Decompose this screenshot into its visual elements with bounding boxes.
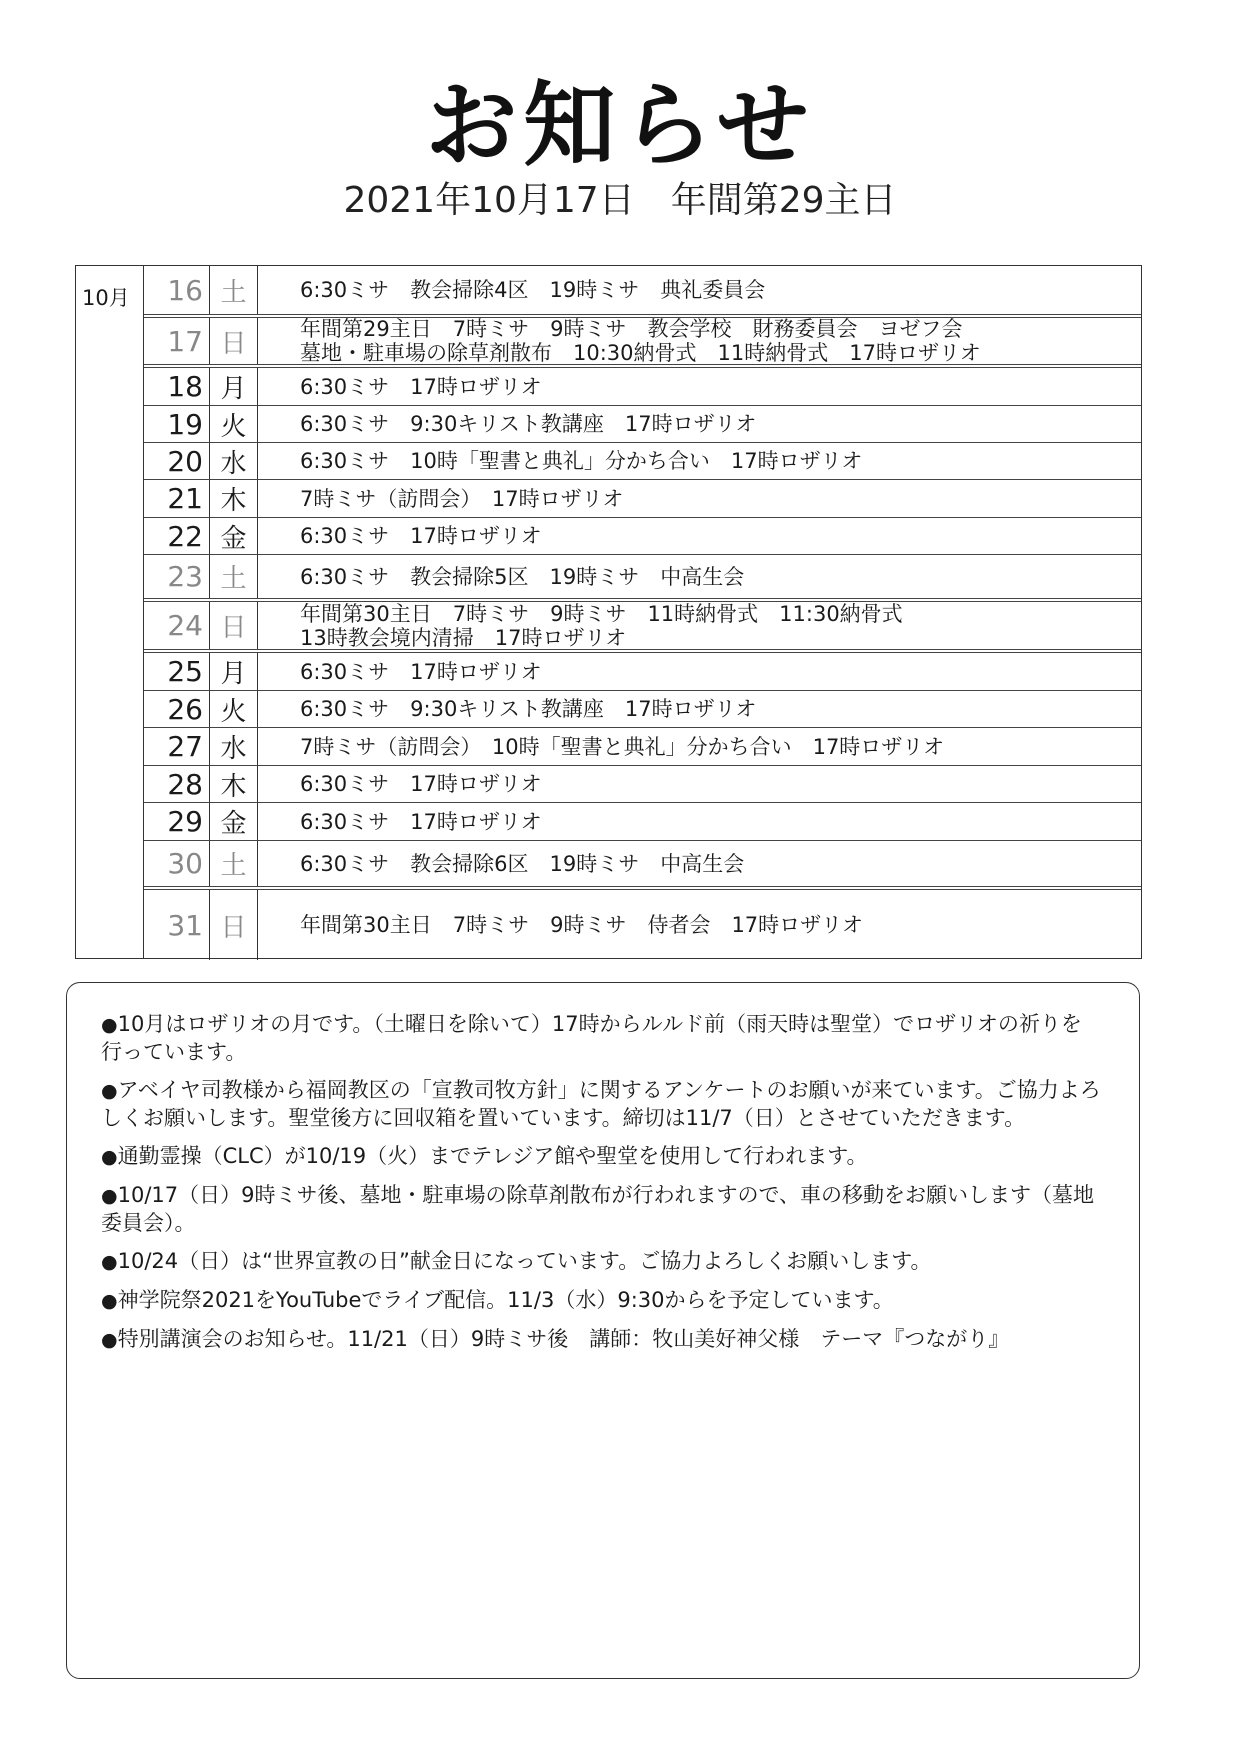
day-number: 21 <box>144 480 210 517</box>
event-line: 6:30ミサ 17時ロザリオ <box>300 374 542 399</box>
event-line: 6:30ミサ 17時ロザリオ <box>300 524 542 548</box>
notice-text: 神学院祭2021をYouTubeでライブ配信。11/3（水）9:30からを予定しています。 <box>117 1288 894 1312</box>
day-number: 22 <box>144 518 210 554</box>
weekday: 土 <box>210 841 258 886</box>
notice-text: 10/17（日）9時ミサ後、墓地・駐車場の除草剤散布が行われますので、車の移動をお願いします（墓地委員会）。 <box>101 1183 1095 1235</box>
event-line: 7時ミサ（訪問会） 17時ロザリオ <box>300 486 624 511</box>
page-subtitle: 2021年10月17日 年間第29主日 <box>343 180 897 221</box>
schedule-row <box>144 841 1141 890</box>
event-line: 年間第29主日 7時ミサ 9時ミサ 教会学校 財務委員会 ヨゼフ会 <box>300 317 963 341</box>
events-cell <box>258 555 1141 598</box>
weekday: 木 <box>210 480 258 517</box>
day-number: 17 <box>144 318 210 364</box>
day-number: 23 <box>144 555 210 598</box>
schedule-row <box>144 803 1141 841</box>
events-cell <box>258 841 1141 886</box>
schedule-row <box>144 602 1141 653</box>
notice-item <box>101 1248 1101 1276</box>
bullet-icon: ● <box>101 1329 118 1351</box>
events-cell <box>258 266 1141 314</box>
notice-item <box>101 1287 1101 1315</box>
day-number: 28 <box>144 766 210 802</box>
schedule-row <box>144 443 1141 480</box>
bullet-icon: ● <box>101 1185 118 1207</box>
events-cell <box>258 728 1141 765</box>
day-number: 30 <box>144 841 210 886</box>
weekday: 月 <box>210 368 258 405</box>
bullet-icon: ● <box>101 1251 118 1273</box>
bullet-icon: ● <box>101 1014 118 1036</box>
bullet-icon: ● <box>101 1290 118 1312</box>
events-cell <box>258 890 1141 960</box>
notice-text: アベイヤ司教様から福岡教区の「宣教司牧方針」に関するアンケートのお願いが来ています。ご協力よろしくお願いします。聖堂後方に回収箱を置いています。締切は11/7（日）とさせていただきます。 <box>101 1078 1101 1130</box>
schedule-row <box>144 318 1141 368</box>
month-column <box>76 266 144 958</box>
event-line: 年間第30主日 7時ミサ 9時ミサ 11時納骨式 11:30納骨式 <box>300 601 903 626</box>
bullet-icon: ● <box>101 1146 118 1168</box>
notice-text: 特別講演会のお知らせ。11/21（日）9時ミサ後 講師：牧山美好神父様 テーマ『つながり』 <box>117 1327 1010 1351</box>
weekday: 水 <box>210 728 258 765</box>
weekday: 日 <box>210 318 258 364</box>
event-line: 6:30ミサ 17時ロザリオ <box>300 809 542 834</box>
weekday: 日 <box>210 602 258 649</box>
month-label: 10月 <box>82 286 130 310</box>
schedule-row <box>144 691 1141 728</box>
weekday: 月 <box>210 653 258 690</box>
events-cell <box>258 480 1141 517</box>
notice-item <box>101 1143 1101 1171</box>
weekday: 土 <box>210 266 258 314</box>
event-line: 6:30ミサ 教会掃除5区 19時ミサ 中高生会 <box>300 564 745 589</box>
events-cell <box>258 653 1141 690</box>
event-line: 墓地・駐車場の除草剤散布 10:30納骨式 11時納骨式 17時ロザリオ <box>300 341 981 365</box>
day-number: 20 <box>144 443 210 479</box>
events-cell <box>258 406 1141 442</box>
day-number: 25 <box>144 653 210 690</box>
events-cell <box>258 691 1141 727</box>
schedule-row <box>144 555 1141 602</box>
schedule-row <box>144 266 1141 318</box>
events-cell <box>258 518 1141 554</box>
schedule-row <box>144 518 1141 555</box>
event-line: 7時ミサ（訪問会） 10時「聖書と典礼」分かち合い 17時ロザリオ <box>300 734 945 759</box>
notice-text: 10/24（日）は“世界宣教の日”献金日になっています。ご協力よろしくお願いします。 <box>117 1249 932 1273</box>
schedule-row <box>144 653 1141 691</box>
day-number: 18 <box>144 368 210 405</box>
notice-item <box>101 1011 1101 1066</box>
schedule-row <box>144 728 1141 766</box>
schedule-row <box>144 480 1141 518</box>
weekday: 土 <box>210 555 258 598</box>
bullet-icon: ● <box>101 1080 118 1102</box>
day-number: 29 <box>144 803 210 840</box>
events-cell <box>258 803 1141 840</box>
schedule-row <box>144 368 1141 406</box>
event-line: 年間第30主日 7時ミサ 9時ミサ 侍者会 17時ロザリオ <box>300 913 863 937</box>
events-cell <box>258 318 1141 364</box>
events-cell <box>258 443 1141 479</box>
schedule-row <box>144 406 1141 443</box>
weekday: 木 <box>210 766 258 802</box>
page-title: お知らせ <box>425 72 815 179</box>
events-cell <box>258 766 1141 802</box>
weekday: 水 <box>210 443 258 479</box>
events-cell <box>258 368 1141 405</box>
event-line: 6:30ミサ 9:30キリスト教講座 17時ロザリオ <box>300 412 757 436</box>
event-line: 6:30ミサ 17時ロザリオ <box>300 772 542 796</box>
weekday: 日 <box>210 890 258 960</box>
event-line: 6:30ミサ 教会掃除6区 19時ミサ 中高生会 <box>300 851 745 876</box>
day-number: 26 <box>144 691 210 727</box>
notice-list <box>101 1011 1101 1365</box>
day-number: 16 <box>144 266 210 314</box>
day-number: 27 <box>144 728 210 765</box>
weekday: 金 <box>210 518 258 554</box>
schedule-row <box>144 890 1141 960</box>
notice-text: 通勤霊操（CLC）が10/19（火）までテレジア館や聖堂を使用して行われます。 <box>117 1144 868 1168</box>
event-line: 6:30ミサ 9:30キリスト教講座 17時ロザリオ <box>300 697 757 721</box>
day-number: 31 <box>144 890 210 960</box>
schedule-table <box>75 265 1142 959</box>
notice-item <box>101 1182 1101 1237</box>
notice-item <box>101 1077 1101 1132</box>
schedule-row <box>144 766 1141 803</box>
event-line: 6:30ミサ 教会掃除4区 19時ミサ 典礼委員会 <box>300 278 766 302</box>
event-line: 13時教会境内清掃 17時ロザリオ <box>300 625 627 650</box>
events-cell <box>258 602 1141 649</box>
notice-text: 10月はロザリオの月です。（土曜日を除いて）17時からルルド前（雨天時は聖堂）でロザリオの祈りを行っています。 <box>101 1012 1082 1064</box>
event-line: 6:30ミサ 17時ロザリオ <box>300 659 542 684</box>
event-line: 6:30ミサ 10時「聖書と典礼」分かち合い 17時ロザリオ <box>300 449 863 473</box>
notice-item <box>101 1326 1101 1354</box>
day-number: 24 <box>144 602 210 649</box>
day-number: 19 <box>144 406 210 442</box>
weekday: 金 <box>210 803 258 840</box>
weekday: 火 <box>210 406 258 442</box>
weekday: 火 <box>210 691 258 727</box>
notice-box <box>66 982 1140 1679</box>
